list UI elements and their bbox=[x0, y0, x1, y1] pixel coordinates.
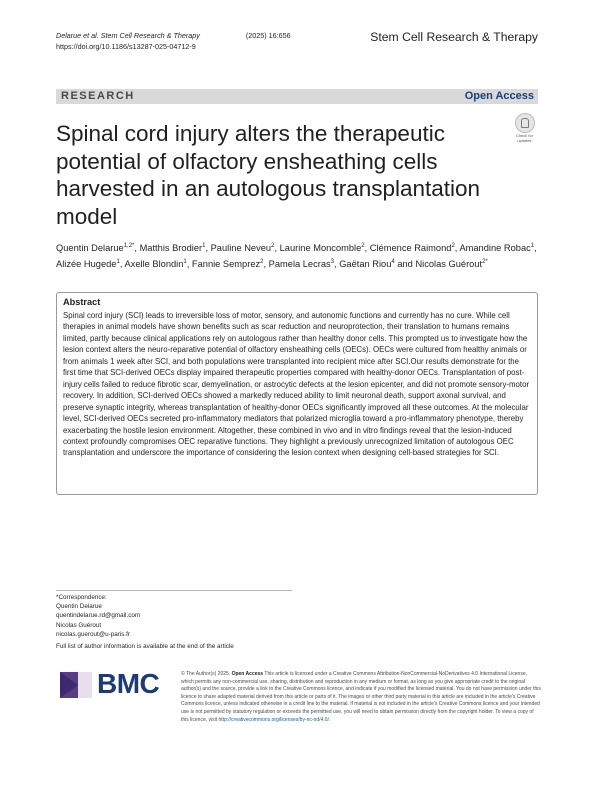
author-affiliation: 2 bbox=[260, 258, 264, 265]
section-label: RESEARCH bbox=[61, 90, 135, 102]
author: Fannie Semprez bbox=[191, 258, 261, 269]
license-link[interactable]: http://creativecommons.org/licenses/by-nc-nd/4.0/ bbox=[218, 716, 329, 723]
doi-link[interactable]: https://doi.org/10.1186/s13287-025-04712-9 bbox=[56, 41, 196, 51]
author: Quentin Delarue bbox=[56, 243, 124, 253]
abstract-text: Spinal cord injury (SCI) leads to irreversible loss of motor, sensory, and autonomic functions and currently has no cure. While cell therapies in animal models have shown benefits such as scar reduction and neuroprotection, their translation to humans remains limited, partly because clinical applications rely on autologous rather than healthy donor cells. This prompted us to investigate how the lesion context alters the neuro-reparative potential of olfactory ensheathing cells (OECs). OECs were cultured from healthy animals or from animals 1 week after SCI, and both populations were transplanted into recipient mice after SCI.Our results demonstrate for the first time that SCI-derived OECs display impaired therapeutic properties compared with healthy-donor OECs. Transplantation of post-injury cells failed to reduce fibrotic scar, demyelination, or astrocytic defects at the lesion epicenter, and did not promote sensory-motor recovery. In addition, SCI-derived OECs showed a markedly reduced ability to limit neuronal death, support axonal survival, and preserve synaptic integrity, whereas transplantation of healthy-donor OECs significantly improved all these outcomes. At the molecular level, SCI-derived OECs secreted pro-inflammatory mediators that polarized microglia toward a pro-inflammatory phenotype, thereby exacerbating the hostile lesion environment. Altogether, these combined in vivo and in vitro findings reveal that the lesion-induced context profoundly compromises OEC reparative functions. They highlight a previously unrecognized limitation of autologous OEC transplantation and underscore the importance of considering the lesion context when designing cell-based strategies for SCI. bbox=[63, 311, 530, 458]
badge-line-2: updates bbox=[517, 137, 532, 143]
footnote-divider bbox=[56, 590, 292, 591]
bmc-logo-text: BMC bbox=[97, 668, 160, 699]
author-affiliation: 1 bbox=[183, 258, 187, 265]
abstract-box bbox=[56, 292, 538, 495]
author-affiliation: 2* bbox=[482, 258, 488, 265]
year-ref: (2025) 16:656 bbox=[245, 31, 291, 40]
correspondent-email[interactable]: quentindelarue.rd@gmail.com bbox=[56, 612, 141, 620]
author-affiliation: 3 bbox=[330, 258, 335, 265]
open-access-note: Open Access bbox=[231, 671, 264, 677]
bmc-logo-mark-icon bbox=[58, 670, 94, 700]
correspondent-name: Nicolas Guérout bbox=[56, 621, 102, 629]
article-title: Spinal cord injury alters the therapeutic potential of olfactory ensheathing cells harvested in an autologous transplantation model bbox=[56, 121, 481, 229]
badge-line-1: Check for bbox=[515, 133, 534, 138]
author-affiliation: 4 bbox=[391, 258, 395, 265]
author-affiliation: 2 bbox=[271, 242, 275, 249]
open-access-label: Open Access bbox=[464, 90, 534, 102]
author-affiliation: 2 bbox=[451, 242, 455, 249]
author: Amandine Robac bbox=[459, 243, 531, 253]
author: Laurine Moncomble bbox=[279, 243, 362, 253]
check-for-updates-badge[interactable] bbox=[511, 113, 538, 141]
author: Clémence Raimond bbox=[369, 243, 452, 253]
author-affiliation: 1 bbox=[530, 242, 535, 249]
author: Pauline Neveu bbox=[210, 243, 272, 253]
abstract-heading: Abstract bbox=[63, 297, 101, 307]
author-affiliation: 1 bbox=[202, 242, 206, 249]
journal-name: Stem Cell Research & Therapy bbox=[370, 30, 538, 44]
author-affiliation: 1,2* bbox=[123, 242, 135, 249]
section-band bbox=[56, 89, 538, 104]
citation-line: Delarue et al. Stem Cell Research & Therapy bbox=[56, 31, 200, 40]
author: Nicolas Guérout bbox=[415, 258, 483, 269]
copyright-lead: © The Author(s) 2025. bbox=[181, 671, 231, 677]
correspondence-block bbox=[56, 593, 140, 639]
bookmark-icon bbox=[515, 113, 535, 133]
author: Matthis Brodier bbox=[139, 243, 203, 253]
author: Pamela Lecras bbox=[268, 258, 331, 269]
author: Gaëtan Riou bbox=[339, 258, 392, 269]
correspondent-email[interactable]: nicolas.guerout@u-paris.fr bbox=[56, 630, 130, 638]
license-body: This article is licensed under a Creative Commons Attribution-NonCommercial-NoDerivatives 4.0 International License, which permits any non-commercial use, sharing, distribution and reproduction in any medium or format, as long as you give appropriate credit to the original author(s) and the source, provide a link to the Creative Commons licence, and indicate if you modified the licensed material. You do not have permission under this licence to share adapted material derived from this article or parts of it. The images or other third party material in this article are included in the article's Creative Commons licence, unless indicated otherwise in a credit line to the material. If material is not included in the article's Creative Commons licence and your intended use is not permitted by statutory regulation or exceeds the permitted use, you will need to obtain permission directly from the copyright holder. To view a copy of this licence, visit bbox=[181, 671, 541, 723]
author-affiliation: 2 bbox=[361, 242, 365, 249]
license-end: . bbox=[328, 716, 331, 723]
author: Axelle Blondin bbox=[124, 258, 184, 269]
correspondence-label: *Correspondence: bbox=[56, 594, 107, 601]
license-text bbox=[181, 671, 541, 724]
author-affiliation: 1 bbox=[116, 258, 120, 265]
running-header bbox=[56, 31, 291, 52]
author-list: Quentin Delarue$^{1,2*}$, Matthis Brodier$^1$, Pauline Neveu$^2$, Laurine Moncomble$^2$, Clémence Raimond$^2$, Amandine Robac$^1$, Alizée Hugede$^1$, Axelle Blondin$^1$, Fannie Semprez$^2$, Pamela Lecras$^3$, Gaëtan Riou$^4$ and Nicolas Guérout$^{2*}$ bbox=[56, 242, 537, 269]
author-and: and bbox=[397, 258, 413, 269]
author: Alizée Hugede bbox=[56, 258, 117, 269]
author-info-note: Full list of author information is available at the end of the article bbox=[56, 643, 234, 650]
correspondent-name: Quentin Delarue bbox=[56, 603, 102, 611]
bmc-logo bbox=[58, 667, 166, 701]
